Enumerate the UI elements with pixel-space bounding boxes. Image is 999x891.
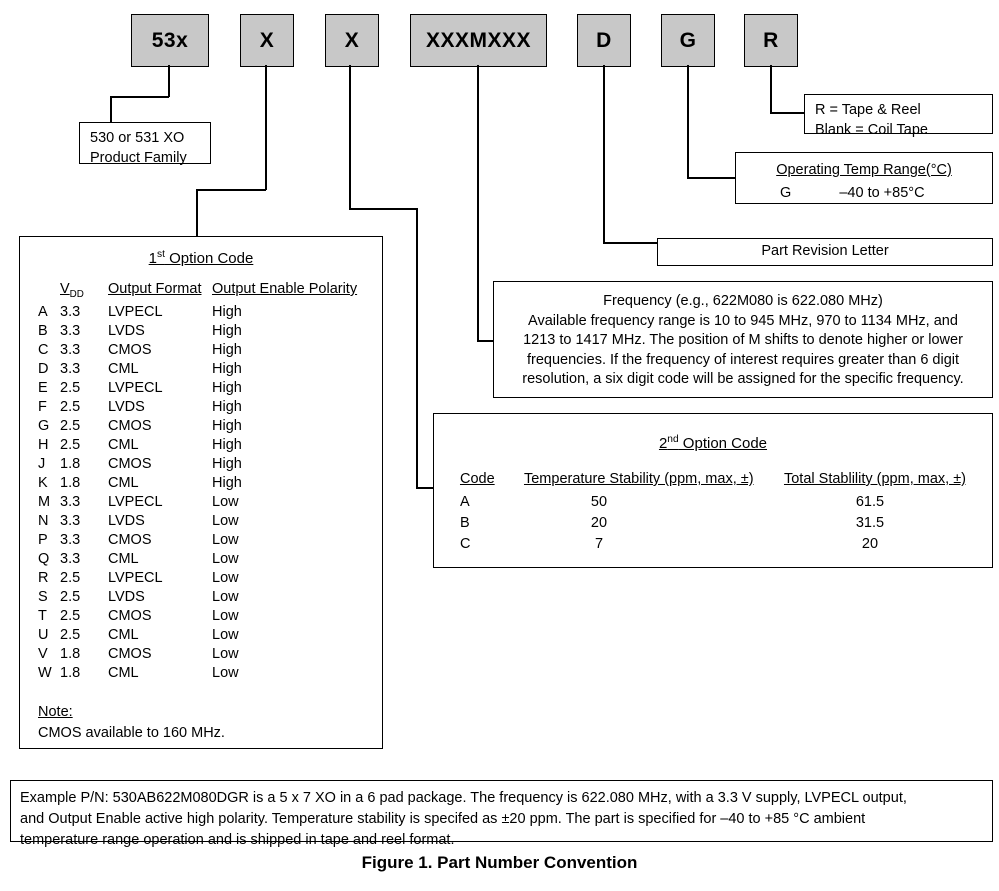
cell-polarity: Low [212,532,239,548]
table-row [38,456,357,475]
leader-option1-drop [196,189,198,237]
cell-polarity: High [212,399,242,415]
cell-format: LVDS [108,323,145,339]
cell-code: J [38,456,46,472]
cell-code: H [38,437,49,453]
code-box-frequency-label: XXXMXXX [425,28,532,52]
first-option-code-box [19,236,383,749]
cell-format: CML [108,665,139,681]
example-line2: and Output Enable active high polarity. Temperature stability is specifed as ±20 ppm. The part is specified for –40 to +85 °C ambient [20,811,866,828]
cell-total-stability: 20 [861,536,879,552]
cell-code: T [38,608,47,624]
cell-polarity: High [212,342,242,358]
cell-vdd: 3.3 [60,532,81,548]
cell-code: G [38,418,50,434]
leader-option1-vertical [265,65,267,190]
cell-polarity: Low [212,570,239,586]
cell-vdd: 3.3 [60,323,81,339]
table-row [38,608,357,627]
cell-code: S [38,589,48,605]
cell-total-stability: 31.5 [855,515,885,531]
cell-format: LVPECL [108,494,163,510]
cell-polarity: Low [212,494,239,510]
cell-format: LVPECL [108,380,163,396]
cell-vdd: 2.5 [60,627,81,643]
cell-polarity: Low [212,551,239,567]
cell-temp-stability: 20 [590,515,608,531]
cell-vdd: 2.5 [60,570,81,586]
table-row [38,494,357,513]
cell-format: LVDS [108,513,145,529]
cell-vdd: 3.3 [60,551,81,567]
cell-temp-stability: 7 [594,536,604,552]
table-row [38,342,357,361]
cell-vdd: 3.3 [60,304,81,320]
packaging-callout-line1: R = Tape & Reel [815,102,921,118]
note-text: CMOS available to 160 MHz. [38,725,225,742]
cell-vdd: 1.8 [60,646,81,662]
table-row [38,361,357,380]
table-row [38,513,357,532]
cell-vdd: 2.5 [60,418,81,434]
cell-vdd: 1.8 [60,456,81,472]
table-row [38,418,357,437]
leader-option2-horizontal [349,208,417,210]
cell-polarity: High [212,304,242,320]
cell-format: LVPECL [108,304,163,320]
cell-format: CMOS [108,418,152,434]
packaging-callout-line2: Blank = Coil Tape [815,121,928,138]
revision-callout-box [657,238,993,266]
cell-format: CMOS [108,532,152,548]
cell-format: CML [108,551,139,567]
cell-format: CMOS [108,646,152,662]
cell-format: CML [108,475,139,491]
temp-callout-range: –40 to +85°C [839,184,925,201]
frequency-line1: Frequency (e.g., 622M080 is 622.080 MHz) [603,293,883,309]
cell-format: CMOS [108,456,152,472]
table-row [38,627,357,646]
code-box-option1-label: X [259,28,275,52]
cell-code: R [38,570,49,586]
cell-code: F [38,399,47,415]
first-option-code-table [38,281,357,684]
cell-polarity: Low [212,627,239,643]
cell-code: M [38,494,51,510]
cell-format: CML [108,437,139,453]
frequency-line4: frequencies. If the frequency of interest requires greater than 6 digit [526,351,960,368]
leader-temp-horizontal [687,177,735,179]
code-box-revision [577,14,631,67]
cell-code: E [38,380,48,396]
temp-callout-box [735,152,993,204]
code-box-option1 [240,14,294,67]
frequency-line3: 1213 to 1417 MHz. The position of M shifts to denote higher or lower [523,332,963,349]
cell-vdd: 1.8 [60,665,81,681]
first-option-code-title: 1st Option Code [148,249,254,267]
cell-code: C [459,536,471,552]
code-box-family-label: 53x [151,28,189,52]
cell-polarity: High [212,456,242,472]
revision-callout-label: Part Revision Letter [761,243,889,260]
leader-option2-vertical [349,65,351,209]
cell-code: D [38,361,49,377]
cell-polarity: Low [212,608,239,624]
cell-polarity: Low [212,513,239,529]
cell-format: CMOS [108,342,152,358]
code-box-packaging-label: R [763,28,779,52]
cell-code: W [38,665,52,681]
table-row [38,323,357,342]
cell-vdd: 3.3 [60,513,81,529]
example-part-number-box [10,780,993,849]
table-header-row [459,470,967,493]
leader-option1-horizontal [196,189,266,191]
cell-vdd: 3.3 [60,494,81,510]
cell-polarity: Low [212,646,239,662]
cell-code: K [38,475,48,491]
table-row [38,380,357,399]
header-total-stability: Total Stablility (ppm, max, ±) [783,471,966,487]
cell-code: C [38,342,49,358]
cell-polarity: High [212,323,242,339]
table-row [38,437,357,456]
cell-code: A [38,304,48,320]
cell-code: U [38,627,49,643]
leader-family-drop [110,96,112,122]
cell-format: LVDS [108,589,145,605]
cell-polarity: Low [212,589,239,605]
cell-format: LVDS [108,399,145,415]
family-callout-line2: Product Family [90,149,187,166]
cell-code: B [459,515,470,531]
packaging-callout-box [804,94,993,138]
cell-code: P [38,532,48,548]
leader-revision-vertical [603,65,605,243]
code-box-revision-label: D [596,28,612,52]
leader-packaging-vertical [770,65,772,113]
leader-frequency-horizontal [477,340,494,342]
second-option-code-box [433,413,993,568]
cell-polarity: High [212,380,242,396]
temp-callout-code: G [780,184,792,201]
cell-polarity: Low [212,665,239,681]
family-callout-box [79,122,211,164]
cell-code: A [459,494,470,510]
cell-polarity: High [212,475,242,491]
table-row [459,493,967,514]
leader-packaging-horizontal [770,112,805,114]
cell-vdd: 2.5 [60,399,81,415]
table-row [38,399,357,418]
code-box-temp [661,14,715,67]
cell-format: CML [108,627,139,643]
code-box-option2 [325,14,379,67]
header-output-format: Output Format [108,281,202,297]
table-row [38,532,357,551]
header-output-enable-polarity: Output Enable Polarity [212,281,358,297]
cell-polarity: High [212,418,242,434]
leader-option2-arrow [416,487,434,489]
second-option-code-title: 2nd Option Code [658,434,768,452]
temp-callout-title: Operating Temp Range(°C) [776,162,952,178]
code-box-frequency [410,14,547,67]
code-box-family [131,14,209,67]
table-row [38,665,357,684]
example-line1: Example P/N: 530AB622M080DGR is a 5 x 7 XO in a 6 pad package. The frequency is 622.080 MHz, with a 3.3 V supply, LVPECL output, [20,790,907,806]
leader-temp-vertical [687,65,689,178]
example-line3: temperature range operation and is shipped in tape and reel format. [20,832,455,849]
cell-vdd: 2.5 [60,437,81,453]
table-row [38,589,357,608]
cell-format: LVPECL [108,570,163,586]
leader-family-vertical [168,65,170,97]
cell-temp-stability: 50 [590,494,608,510]
table-row [38,646,357,665]
cell-code: N [38,513,49,529]
frequency-line2: Available frequency range is 10 to 945 MHz, 970 to 1134 MHz, and [528,312,958,329]
first-option-note [38,702,382,744]
header-vdd: $V_{DD}$ [60,281,84,300]
leader-revision-horizontal [603,242,658,244]
leader-frequency-vertical [477,65,479,341]
header-code: Code [459,471,495,487]
cell-format: CMOS [108,608,152,624]
cell-code: V [38,646,48,662]
second-option-code-table [459,470,967,556]
cell-code: Q [38,551,50,567]
cell-format: CML [108,361,139,377]
code-box-option2-label: X [344,28,360,52]
frequency-line5: resolution, a six digit code will be assigned for the specific frequency. [522,371,964,388]
figure-caption: Figure 1. Part Number Convention [361,853,638,872]
cell-vdd: 2.5 [60,608,81,624]
code-box-packaging [744,14,798,67]
cell-vdd: 2.5 [60,380,81,396]
table-row [459,535,967,556]
table-header-row [38,281,357,304]
cell-vdd: 3.3 [60,361,81,377]
table-row [38,551,357,570]
cell-polarity: High [212,437,242,453]
cell-vdd: 3.3 [60,342,81,358]
table-row [38,570,357,589]
header-temperature-stability: Temperature Stability (ppm, max, ±) [523,471,754,487]
frequency-callout-box [493,281,993,398]
cell-polarity: High [212,361,242,377]
cell-vdd: 1.8 [60,475,81,491]
table-row [38,475,357,494]
cell-total-stability: 61.5 [855,494,885,510]
table-row [459,514,967,535]
leader-family-horizontal [110,96,169,98]
note-label: Note: [38,704,73,720]
cell-code: B [38,323,48,339]
code-box-temp-label: G [679,28,697,52]
header-code [38,281,60,304]
table-row [38,304,357,323]
cell-vdd: 2.5 [60,589,81,605]
leader-option2-drop [416,208,418,488]
family-callout-line1: 530 or 531 XO [90,130,185,146]
